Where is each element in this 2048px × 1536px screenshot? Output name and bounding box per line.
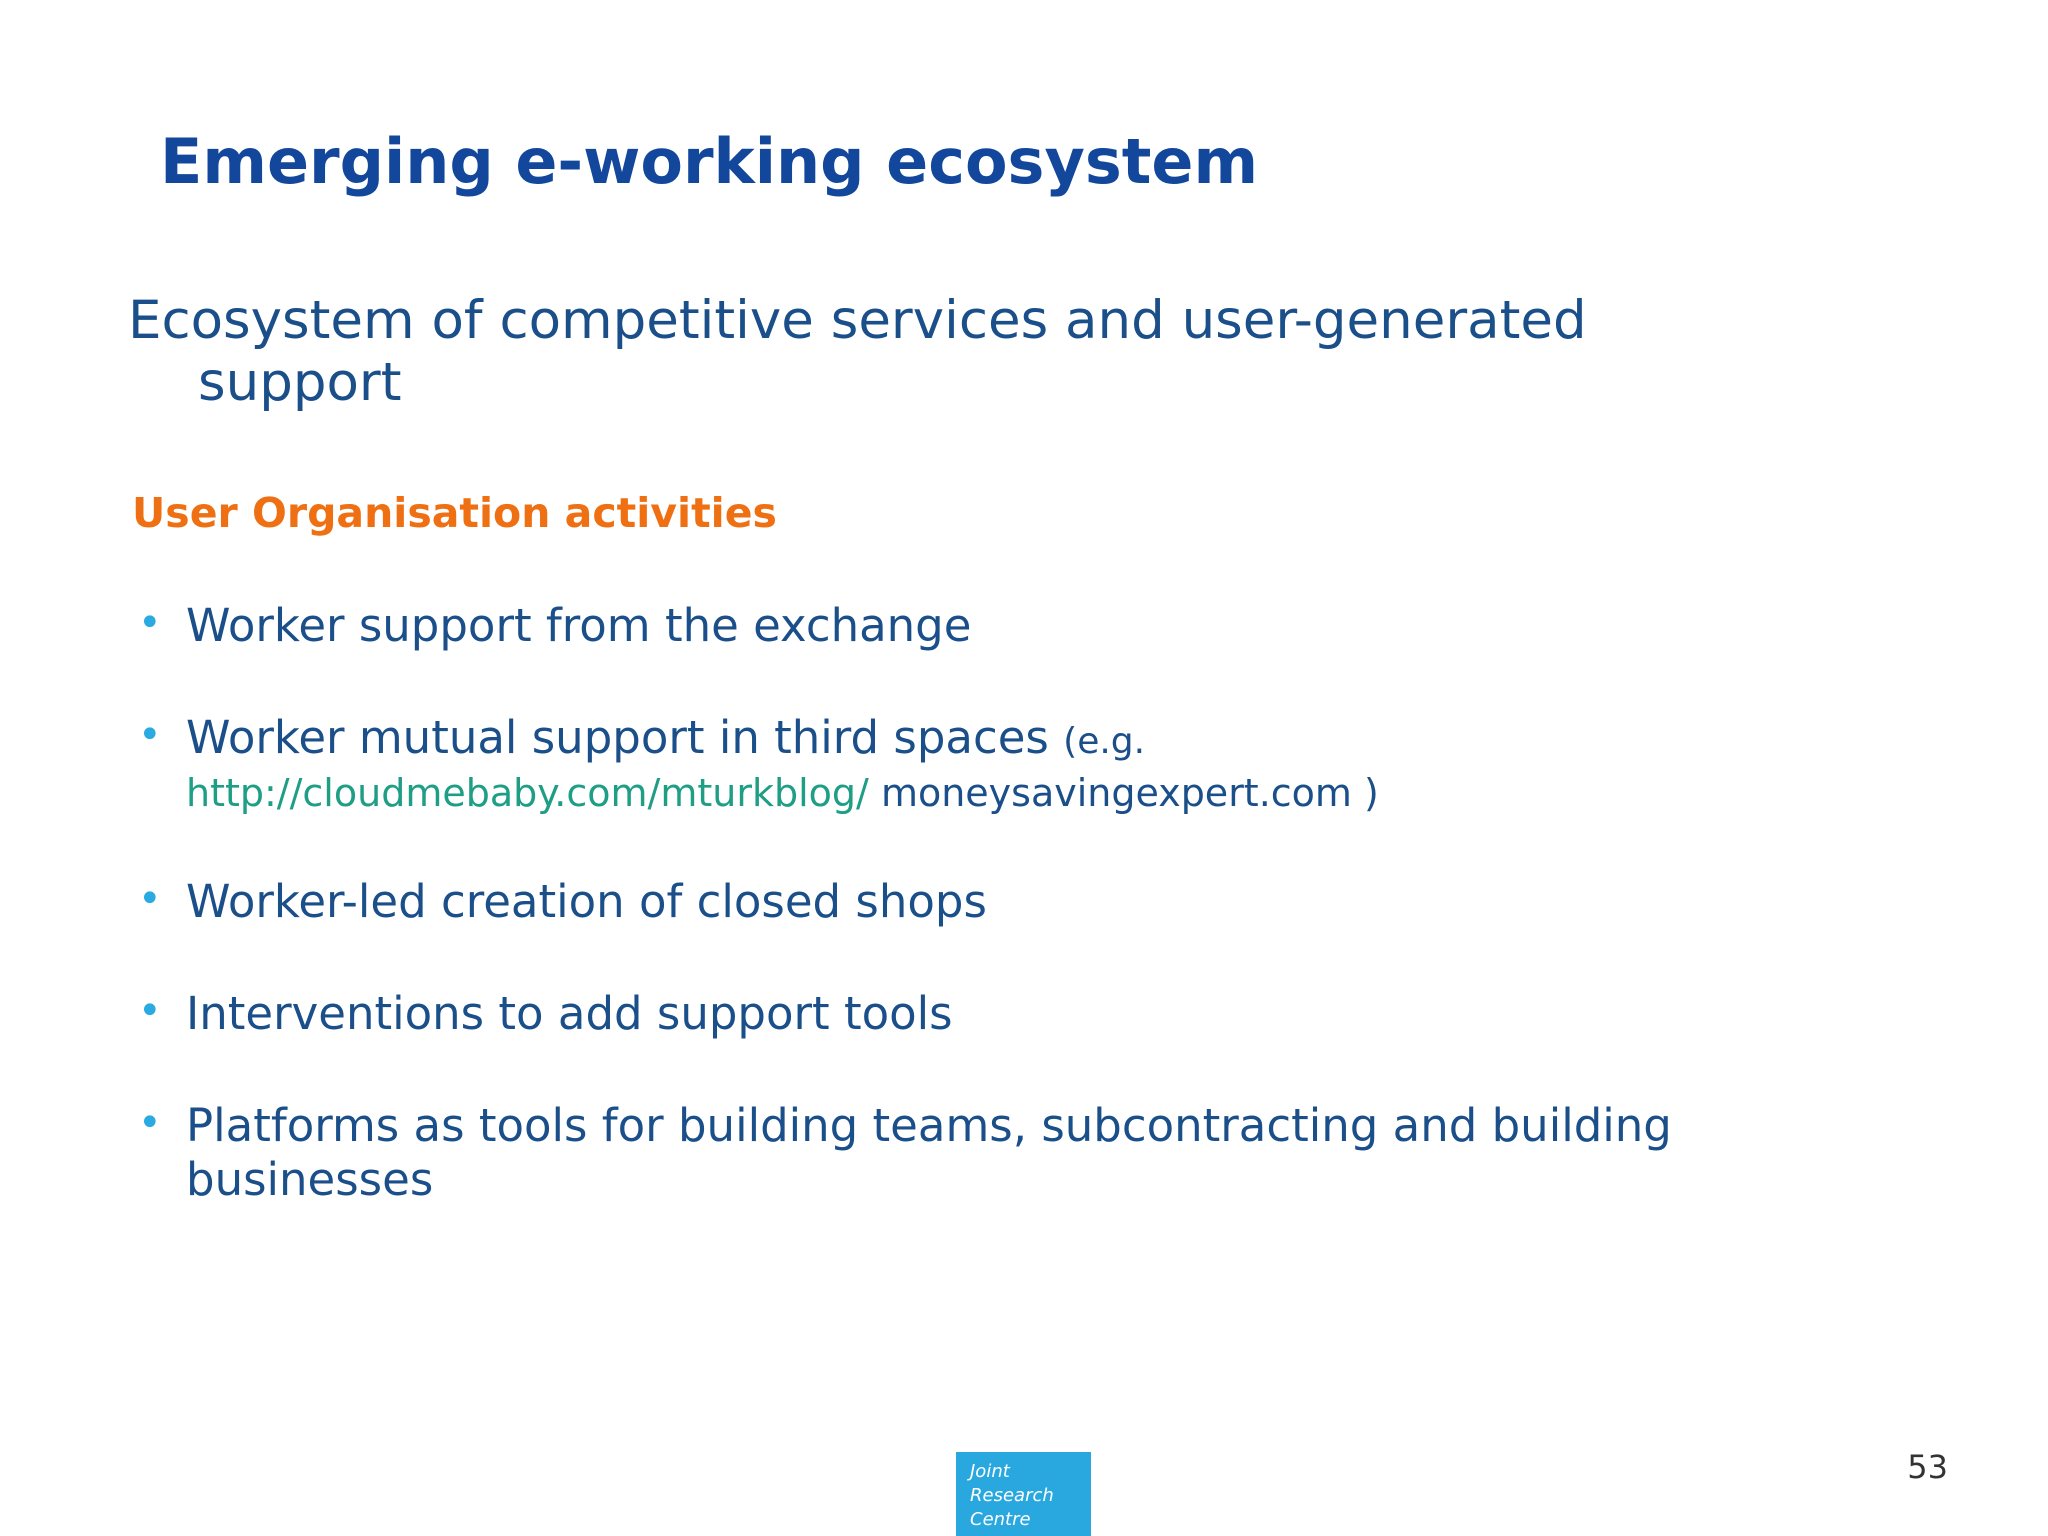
list-item [128,711,1928,817]
lead-paragraph-line-1: Ecosystem of competitive services and user-generated [128,290,1587,351]
lead-paragraph [128,290,1928,414]
bullet-text: Worker-led creation of closed shops [186,874,987,928]
page-title: Emerging e-working ecosystem [160,125,1259,198]
bullet-text: Worker mutual support in third spaces [186,711,1064,764]
jrc-logo-line-3: Centre [970,1508,1031,1530]
section-heading: User Organisation activities [132,489,777,537]
bullet-text: Interventions to add support tools [186,986,953,1040]
jrc-logo-line-1: Joint [970,1461,1010,1482]
list-item [128,987,1928,1041]
lead-paragraph-line-2: support [198,352,402,413]
bullet-text: Worker support from the exchange [186,599,972,652]
list-item [128,875,1928,929]
list-item [128,599,1928,653]
list-item [128,1099,1928,1207]
slide-body [128,290,1928,1265]
bullet-list [128,599,1928,1207]
mturkblog-link[interactable]: http://cloudmebaby.com/mturkblog/ [186,771,869,815]
jrc-logo [956,1452,1091,1536]
bullet-sub-line [186,771,1928,817]
bullet-note: (e.g. [1063,721,1146,762]
jrc-logo-line-2: Research [970,1484,1054,1506]
page-number: 53 [1907,1448,1948,1486]
bullet-after-link: moneysavingexpert.com ) [880,771,1379,815]
bullet-text: Platforms as tools for building teams, subcontracting and building businesses [186,1098,1672,1206]
